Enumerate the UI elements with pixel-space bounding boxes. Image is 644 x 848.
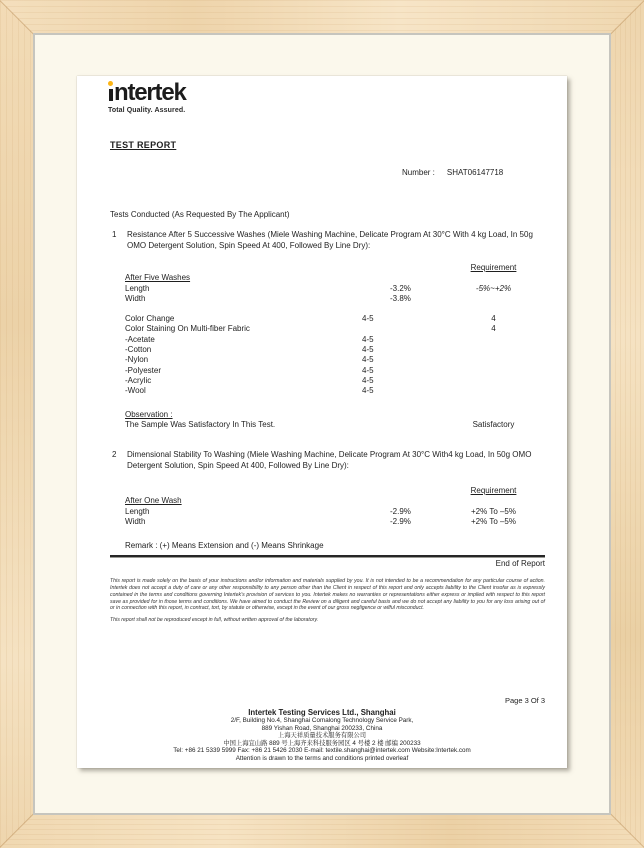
observation-header-row: [110, 410, 545, 420]
frame-rail-right: [610, 0, 644, 848]
footer-company-cn: 上海天祥质量技术服务有限公司: [277, 732, 367, 740]
report-number-value: SHAT06147718: [446, 168, 504, 177]
report-title: TEST REPORT: [110, 140, 177, 150]
row-requirement: 4: [491, 314, 496, 324]
tests-conducted-heading: Tests Conducted (As Requested By The Applicant): [110, 210, 290, 219]
report-footer: [77, 708, 567, 763]
result-row: [110, 507, 545, 517]
row-label: -Acetate: [125, 334, 155, 344]
row-value: 4-5: [362, 365, 374, 375]
row-requirement: [442, 335, 545, 345]
row-requirement: +2% To –5%: [471, 506, 516, 516]
intertek-logo: [108, 79, 186, 114]
group-header-after-five-washes: After Five Washes: [125, 273, 191, 283]
requirement-column-header: Requirement: [470, 263, 517, 272]
section-number: 2: [112, 450, 117, 460]
row-requirement: [442, 386, 545, 396]
result-row: [110, 324, 545, 334]
logo-wordmark: ntertek: [114, 79, 186, 106]
frame-mat: [33, 33, 611, 815]
result-row: [110, 284, 545, 294]
logo-i-stem: [109, 89, 113, 102]
result-row: [110, 366, 545, 376]
row-label: Width: [125, 293, 146, 303]
row-value: 4-5: [362, 386, 374, 396]
observation-label: Observation :: [125, 409, 173, 419]
logo-i-dot: [108, 81, 113, 86]
test-section-2: [110, 449, 545, 471]
row-value: 4-5: [362, 345, 374, 355]
row-value: 4-5: [362, 375, 374, 385]
row-value: -2.9%: [390, 506, 411, 516]
row-requirement: [442, 366, 545, 376]
row-label: -Nylon: [125, 355, 149, 365]
reproduction-note: This report shall not be reproduced except in full, without written approval of the laboratory.: [110, 617, 319, 624]
result-row: [110, 517, 545, 527]
page-indicator: Page 3 Of 3: [504, 696, 545, 705]
row-requirement: [442, 376, 545, 386]
report-page: [77, 76, 567, 768]
observation-row: [110, 420, 545, 430]
test-section-1: [110, 229, 545, 251]
row-requirement: [442, 294, 545, 304]
row-label: -Cotton: [125, 345, 152, 355]
frame-rail-bottom: [0, 814, 644, 848]
row-label: Width: [125, 517, 146, 527]
footer-address-en-2: 889 Yishan Road, Shanghai 200233, China: [261, 724, 383, 732]
row-requirement: 4: [491, 324, 496, 334]
frame-rail-top: [0, 0, 644, 34]
section-description: Resistance After 5 Successive Washes (Miele Washing Machine, Delicate Program At 30°C With 4 kg Load, In 50g OMO Detergent Solution, Spin Speed At 400, Followed By Line Dry):: [127, 230, 533, 250]
row-value: [362, 324, 442, 334]
report-body: [110, 209, 545, 624]
end-of-report-rule: [110, 555, 545, 558]
result-row: [110, 314, 545, 324]
row-value: -3.2%: [390, 283, 411, 293]
footer-attention-line: Attention is drawn to the terms and conditions printed overleaf: [235, 754, 409, 762]
row-value: -2.9%: [390, 517, 411, 527]
result-row: [110, 345, 545, 355]
row-label: -Acrylic: [125, 375, 152, 385]
requirement-header-row: [110, 486, 545, 496]
requirement-column-header: Requirement: [470, 486, 517, 496]
frame-rail-left: [0, 0, 34, 848]
result-row: [110, 386, 545, 396]
row-value: 4-5: [362, 314, 374, 324]
section-number: 1: [112, 230, 117, 239]
observation-text: The Sample Was Satisfactory In This Test.: [125, 419, 276, 429]
row-value: -3.8%: [390, 293, 411, 303]
result-row: [110, 376, 545, 386]
row-value: 4-5: [362, 334, 374, 344]
section-description: Dimensional Stability To Washing (Miele Washing Machine, Delicate Program At 30°C With4 kg Load, In 50g OMO Detergent Solution, Spin Speed At 400, Followed By Line Dry):: [127, 450, 532, 471]
footer-address-en-1: 2/F, Building No.4, Shanghai Comalong Technology Service Park,: [230, 717, 414, 724]
row-requirement: -5%~+2%: [475, 283, 512, 293]
row-label: -Wool: [125, 386, 146, 396]
row-value: 4-5: [362, 355, 374, 365]
row-requirement: [442, 355, 545, 365]
logo-tagline: Total Quality. Assured.: [108, 107, 186, 114]
row-label: Color Change: [125, 314, 175, 324]
row-label: Length: [125, 283, 150, 293]
requirement-header-row: [110, 263, 545, 273]
group-header-after-one-wash: After One Wash: [125, 496, 182, 506]
footer-company-name: Intertek Testing Services Ltd., Shanghai: [248, 708, 396, 717]
report-number-label: Number :: [402, 168, 435, 177]
row-label: Length: [125, 506, 150, 516]
footer-address-cn: 中国上海宜山路 889 号上海齐来科技服务园区 4 号楼 2 楼 邮编 200233: [223, 739, 421, 747]
row-requirement: [442, 345, 545, 355]
end-of-report-label: End of Report: [495, 558, 545, 568]
result-row: [110, 294, 545, 304]
remark-line: Remark : (+) Means Extension and (-) Means Shrinkage: [125, 541, 324, 551]
row-requirement: +2% To –5%: [471, 517, 516, 527]
report-number: [402, 168, 503, 177]
result-row: [110, 355, 545, 365]
row-label: Color Staining On Multi-fiber Fabric: [125, 324, 250, 334]
footer-contact-line: Tel: +86 21 5339 5999 Fax: +86 21 5426 2030 E-mail: textile.shanghai@intertek.com Website:Intertek.com: [173, 747, 471, 755]
observation-requirement: Satisfactory: [472, 419, 515, 429]
result-row: [110, 335, 545, 345]
row-label: -Polyester: [125, 365, 162, 375]
disclaimer-paragraph: This report is made solely on the basis of your instructions and/or information and materials supplied by you. It is not intended to be a recommendation for any particular course of action. Intertek does not accept a duty of care or any other responsibility to any person other than the Client in respect of this report and only accepts liability to the Client insofar as is expressly contained in the terms and conditions governing Intertek's provision of services to you. Intertek makes no warranties or representations either express or implied with respect to this report save as provided for in those terms and conditions. We have aimed to conduct the Review on a diligent and careful basis and we do not accept any liability to you for any loss arising out of or in connection with this report, in contract, tort, by statute or otherwise, except in the event of our gross negligence or wilful misconduct.: [110, 577, 545, 612]
